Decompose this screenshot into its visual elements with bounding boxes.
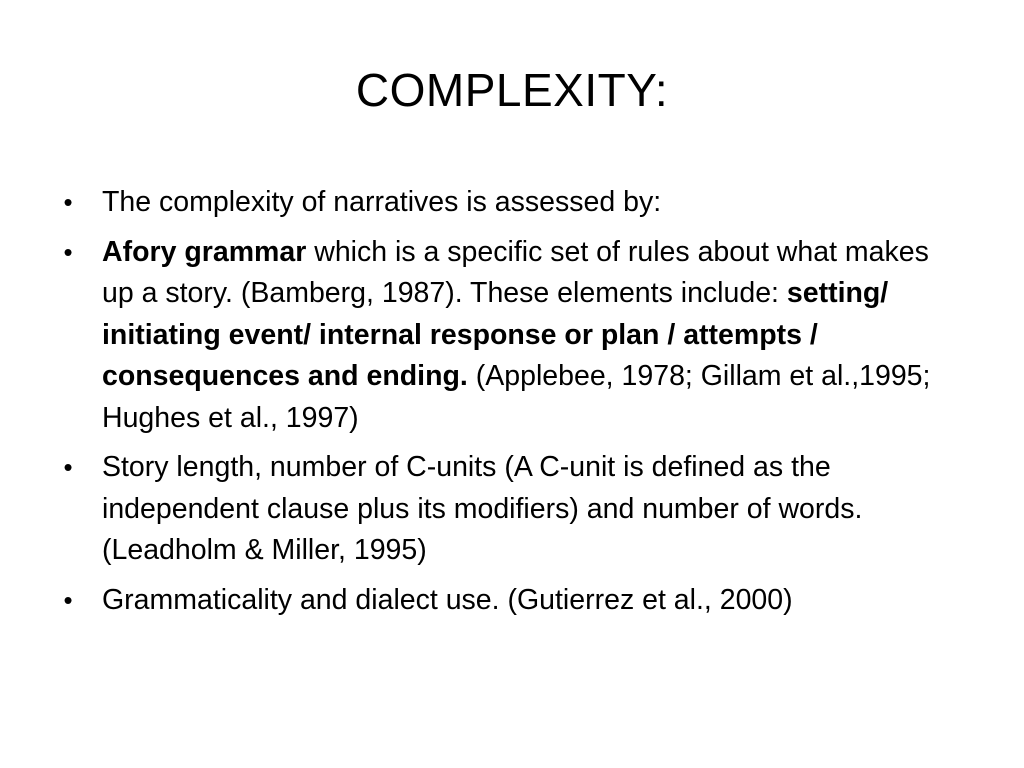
bullet-list [58,182,966,629]
bullet-item-story-grammar [58,232,966,440]
bullet-bold-term: Afory grammar [102,235,307,268]
bullet-text: Story length, number of C-units (A C-unit is defined as the independent clause plus its modifiers) and number of words. (Leadholm & Miller, 1995) [102,451,863,566]
bullet-text: which is a specific set of rules about what makes up a story. (Bamberg, 1987). These elements include: [102,235,929,309]
bullet-bold-elements: setting/ initiating event/ internal response or plan / attempts / consequences and ending. [102,277,889,392]
slide-title: COMPLEXITY: [355,64,669,116]
bullet-icon: • [63,236,73,267]
bullet-icon: • [63,584,73,615]
bullet-icon: • [63,452,73,482]
bullet-icon: • [63,187,73,217]
bullet-item-story-length [58,447,966,572]
bullet-text: The complexity of narratives is assessed by: [102,186,662,218]
bullet-citation: (Applebee, 1978; Gillam et al.,1995; Hughes et al., 1997) [102,360,931,434]
bullet-item-grammaticality [58,580,966,622]
bullet-item-complexity-assessment [58,182,966,224]
bullet-text: Grammaticality and dialect use. (Gutierrez et al., 2000) [102,583,793,616]
